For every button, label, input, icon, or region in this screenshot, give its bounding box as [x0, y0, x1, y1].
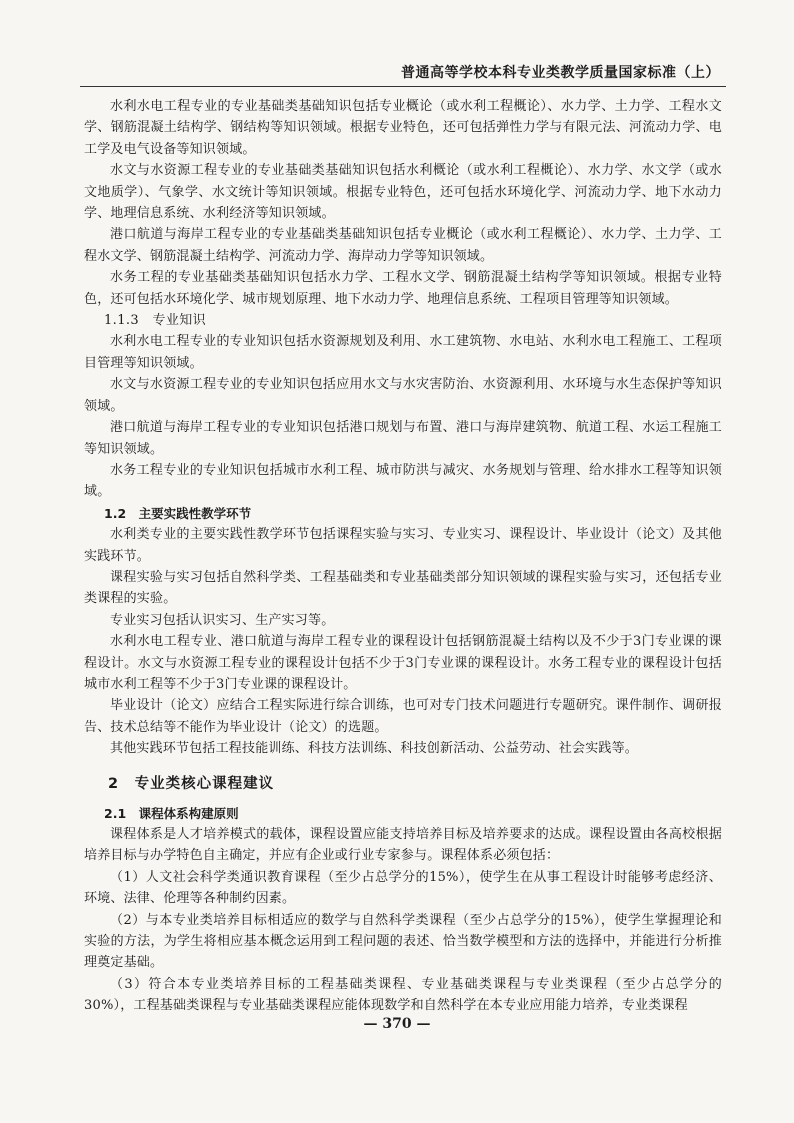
section-heading: 2.1 课程体系构建原则 [104, 805, 239, 821]
paragraph: （1）人文社会科学类通识教育课程（至少占总学分的15%），使学生在从事工程设计时能够考虑经济、环境、法律、伦理等各种制约因素。 [84, 869, 722, 907]
paragraph: 水文与水资源工程专业的专业知识包括应用水文与水灾害防治、水资源利用、水环境与水生态保护等知识领域。 [84, 377, 722, 414]
paragraph: （3）符合本专业类培养目标的工程基础类课程、专业基础类课程与专业类课程（至少占总学分的30%），工程基础类课程与专业基础类课程应能体现数学和自然科学在本专业应用能力培养，专业类课程 [84, 976, 722, 1014]
paragraph: 水文与水资源工程专业的专业基础类基础知识包括水利概论（或水利工程概论）、水力学、水文学（或水文地质学）、气象学、水文统计等知识领域。根据专业特色，还可包括水环境化学、河流动力学、地下水动力学、地理信息系统、水利经济等知识领域。 [84, 163, 722, 222]
section-heading: 1.2 主要实践性教学环节 [104, 505, 252, 521]
paragraph: 港口航道与海岸工程专业的专业知识包括港口规划与布置、港口与海岸建筑物、航道工程、水运工程施工等知识领域。 [84, 420, 722, 457]
subsection-heading: 1.1.3 专业知识 [104, 313, 207, 329]
chapter-heading: 2 专业类核心课程建议 [108, 775, 275, 792]
page-number: — 370 — [363, 1016, 431, 1032]
paragraph: 课程体系是人才培养模式的载体，课程设置应能支持培养目标及培养要求的达成。课程设置由各高校根据培养目标与办学特色自主确定，并应有企业或行业专家参与。课程体系必须包括： [84, 827, 722, 864]
paragraph: 专业实习包括认识实习、生产实习等。 [110, 612, 335, 628]
document-body [84, 96, 722, 1017]
header-rule [80, 86, 726, 87]
paragraph: （2）与本专业类培养目标相适应的数学与自然科学类课程（至少占总学分的15%），使学生掌握理论和实验的方法，为学生将相应基本概念运用到工程问题的表述、恰当数学模型和方法的选择中，并能进行分析推理奠定基础。 [84, 912, 722, 971]
paragraph: 水利水电工程专业、港口航道与海岸工程专业的课程设计包括钢筋混凝土结构以及不少于3门专业课的课程设计。水文与水资源工程专业的课程设计包括不少于3门专业课的课程设计。水务工程专业的课程设计包括城市水利工程等不少于3门专业课的课程设计。 [84, 634, 722, 692]
paragraph: 水务工程专业的专业知识包括城市水利工程、城市防洪与减灾、水务规划与管理、给水排水工程等知识领域。 [84, 462, 722, 500]
paragraph: 课程实验与实习包括自然科学类、工程基础类和专业基础类部分知识领域的课程实验与实习，还包括专业类课程的实验。 [84, 569, 722, 607]
paragraph: 水利类专业的主要实践性教学环节包括课程实验与实习、专业实习、课程设计、毕业设计（论文）及其他实践环节。 [84, 527, 722, 564]
running-header: 普通高等学校本科专业类教学质量国家标准（上） [401, 65, 720, 81]
paragraph: 港口航道与海岸工程专业的专业基础类基础知识包括专业概论（或水利工程概论）、水力学、土力学、工程水文学、钢筋混凝土结构学、河流动力学、海岸动力学等知识领域。 [84, 227, 722, 264]
paragraph: 水利水电工程专业的专业基础类基础知识包括专业概论（或水利工程概论）、水力学、土力学、工程水文学、钢筋混凝土结构学、钢结构等知识领域。根据专业特色，还可包括弹性力学与有限元法、河流动力学、电工学及电气设备等知识领域。 [84, 99, 722, 157]
paragraph: 其他实践环节包括工程技能训练、科技方法训练、科技创新活动、公益劳动、社会实践等。 [110, 741, 639, 757]
paragraph: 水利水电工程专业的专业知识包括水资源规划及利用、水工建筑物、水电站、水利水电工程施工、工程项目管理等知识领域。 [84, 334, 722, 371]
paragraph: 毕业设计（论文）应结合工程实际进行综合训练，也可对专门技术问题进行专题研究。课件制作、调研报告、技术总结等不能作为毕业设计（论文）的选题。 [84, 698, 722, 735]
paragraph: 水务工程的专业基础类基础知识包括水力学、工程水文学、钢筋混凝土结构学等知识领域。根据专业特色，还可包括水环境化学、城市规划原理、地下水动力学、地理信息系统、工程项目管理等知识领域。 [84, 270, 722, 307]
